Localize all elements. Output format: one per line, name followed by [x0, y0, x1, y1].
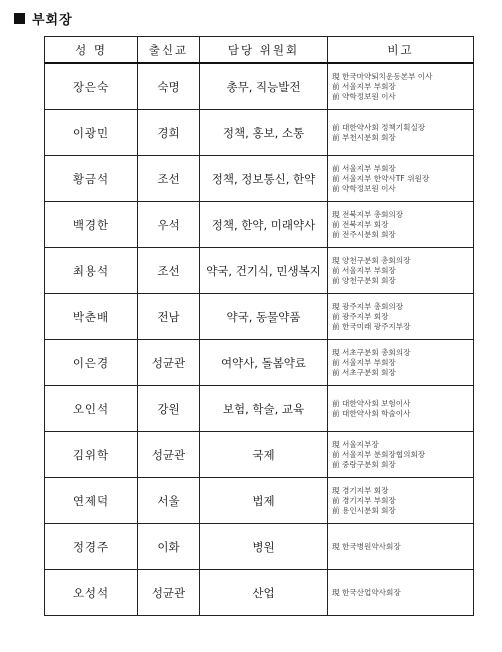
notes-cell: [328, 63, 474, 110]
section-title: 부회장: [32, 12, 73, 28]
table-row: [45, 110, 474, 156]
name-cell: 장은숙: [45, 63, 138, 110]
school-cell: 강원: [138, 386, 200, 432]
note-line: 前 서울지부 부회장: [332, 265, 396, 275]
table-body: [45, 63, 474, 616]
note-line: 前 부천시분회 회장: [332, 132, 396, 142]
notes-cell: [328, 248, 474, 294]
notes-cell: [328, 386, 474, 432]
school-cell: 서울: [138, 478, 200, 524]
school-cell: 우석: [138, 202, 200, 248]
committee-cell: 정책, 정보통신, 한약: [200, 156, 328, 202]
note-line: 前 서울지부 분회장협의회장: [332, 449, 426, 459]
note-line: 前 대한약사회 정책기획실장: [332, 122, 426, 132]
name-cell: 이광민: [45, 110, 138, 156]
header-committee: 담당 위원회: [200, 37, 328, 64]
header-school: 출신교: [138, 37, 200, 64]
note-line: 前 용인시분회 회장: [332, 505, 396, 515]
school-cell: 조선: [138, 248, 200, 294]
note-line: 前 서초구분회 회장: [332, 367, 396, 377]
note-line: 現 한국마약퇴치운동본부 이사: [332, 71, 433, 81]
note-line: 現 한국병원약사회장: [332, 541, 401, 551]
note-line: 現 서초구분회 총회의장: [332, 347, 411, 357]
note-line: 現 양천구분회 총회의장: [332, 255, 411, 265]
committee-cell: 총무, 직능발전: [200, 63, 328, 110]
name-cell: 최용석: [45, 248, 138, 294]
school-cell: 성균관: [138, 570, 200, 616]
table-row: [45, 156, 474, 202]
table-row: [45, 248, 474, 294]
note-line: 前 서울지부 부회장: [332, 357, 396, 367]
notes-cell: [328, 570, 474, 616]
note-line: 前 대한약사회 보험이사: [332, 398, 411, 408]
note-line: 現 서울지부장: [332, 439, 379, 449]
table-row: [45, 340, 474, 386]
note-line: 前 전주시분회 회장: [332, 229, 396, 239]
committee-cell: 여약사, 돌봄약료: [200, 340, 328, 386]
note-line: 前 서울지부 부회장: [332, 163, 396, 173]
notes-cell: [328, 110, 474, 156]
note-line: 前 약학정보원 이사: [332, 91, 396, 101]
vice-president-table: [44, 36, 474, 616]
notes-cell: [328, 340, 474, 386]
table-row: [45, 386, 474, 432]
table-row: [45, 294, 474, 340]
school-cell: 성균관: [138, 432, 200, 478]
school-cell: 성균관: [138, 340, 200, 386]
note-line: 現 전북지부 총회의장: [332, 209, 404, 219]
table-row: [45, 202, 474, 248]
name-cell: 오인석: [45, 386, 138, 432]
header-notes: 비고: [328, 37, 474, 64]
school-cell: 경희: [138, 110, 200, 156]
section-heading: [14, 10, 73, 26]
committee-cell: 법제: [200, 478, 328, 524]
committee-cell: 국제: [200, 432, 328, 478]
name-cell: 연제덕: [45, 478, 138, 524]
school-cell: 이화: [138, 524, 200, 570]
table-row: [45, 63, 474, 110]
note-line: 前 양천구분회 회장: [332, 275, 396, 285]
note-line: 現 한국산업약사회장: [332, 587, 401, 597]
notes-cell: [328, 432, 474, 478]
header-row: [45, 37, 474, 64]
note-line: 前 서울지부 부회장: [332, 81, 396, 91]
notes-cell: [328, 156, 474, 202]
name-cell: 황금석: [45, 156, 138, 202]
committee-cell: 산업: [200, 570, 328, 616]
note-line: 前 약학정보원 이사: [332, 183, 396, 193]
note-line: 前 한국미래 광주지부장: [332, 321, 411, 331]
committee-cell: 정책, 홍보, 소통: [200, 110, 328, 156]
name-cell: 김위학: [45, 432, 138, 478]
notes-cell: [328, 294, 474, 340]
note-line: 前 대한약사회 학술이사: [332, 408, 411, 418]
table-row: [45, 524, 474, 570]
school-cell: 숙명: [138, 63, 200, 110]
committee-cell: 보험, 학술, 교육: [200, 386, 328, 432]
name-cell: 백경한: [45, 202, 138, 248]
committee-cell: 약국, 동물약품: [200, 294, 328, 340]
table-row: [45, 478, 474, 524]
header-name: 성 명: [45, 37, 138, 64]
school-cell: 전남: [138, 294, 200, 340]
table-row: [45, 570, 474, 616]
note-line: 前 중랑구분회 회장: [332, 459, 396, 469]
school-cell: 조선: [138, 156, 200, 202]
note-line: 前 전북지부 회장: [332, 219, 389, 229]
note-line: 前 광주지부 회장: [332, 311, 389, 321]
note-line: 現 광주지부 총회의장: [332, 301, 404, 311]
committee-cell: 병원: [200, 524, 328, 570]
name-cell: 이은경: [45, 340, 138, 386]
notes-cell: [328, 524, 474, 570]
committee-cell: 약국, 건기식, 민생복지: [200, 248, 328, 294]
name-cell: 정경주: [45, 524, 138, 570]
note-line: 前 서울지부 한약사TF 위원장: [332, 173, 430, 183]
name-cell: 오성석: [45, 570, 138, 616]
notes-cell: [328, 202, 474, 248]
note-line: 前 경기지부 부회장: [332, 495, 396, 505]
notes-cell: [328, 478, 474, 524]
note-line: 現 경기지부 회장: [332, 485, 389, 495]
name-cell: 박춘배: [45, 294, 138, 340]
table-row: [45, 432, 474, 478]
committee-cell: 정책, 한약, 미래약사: [200, 202, 328, 248]
square-bullet-icon: [14, 13, 25, 24]
